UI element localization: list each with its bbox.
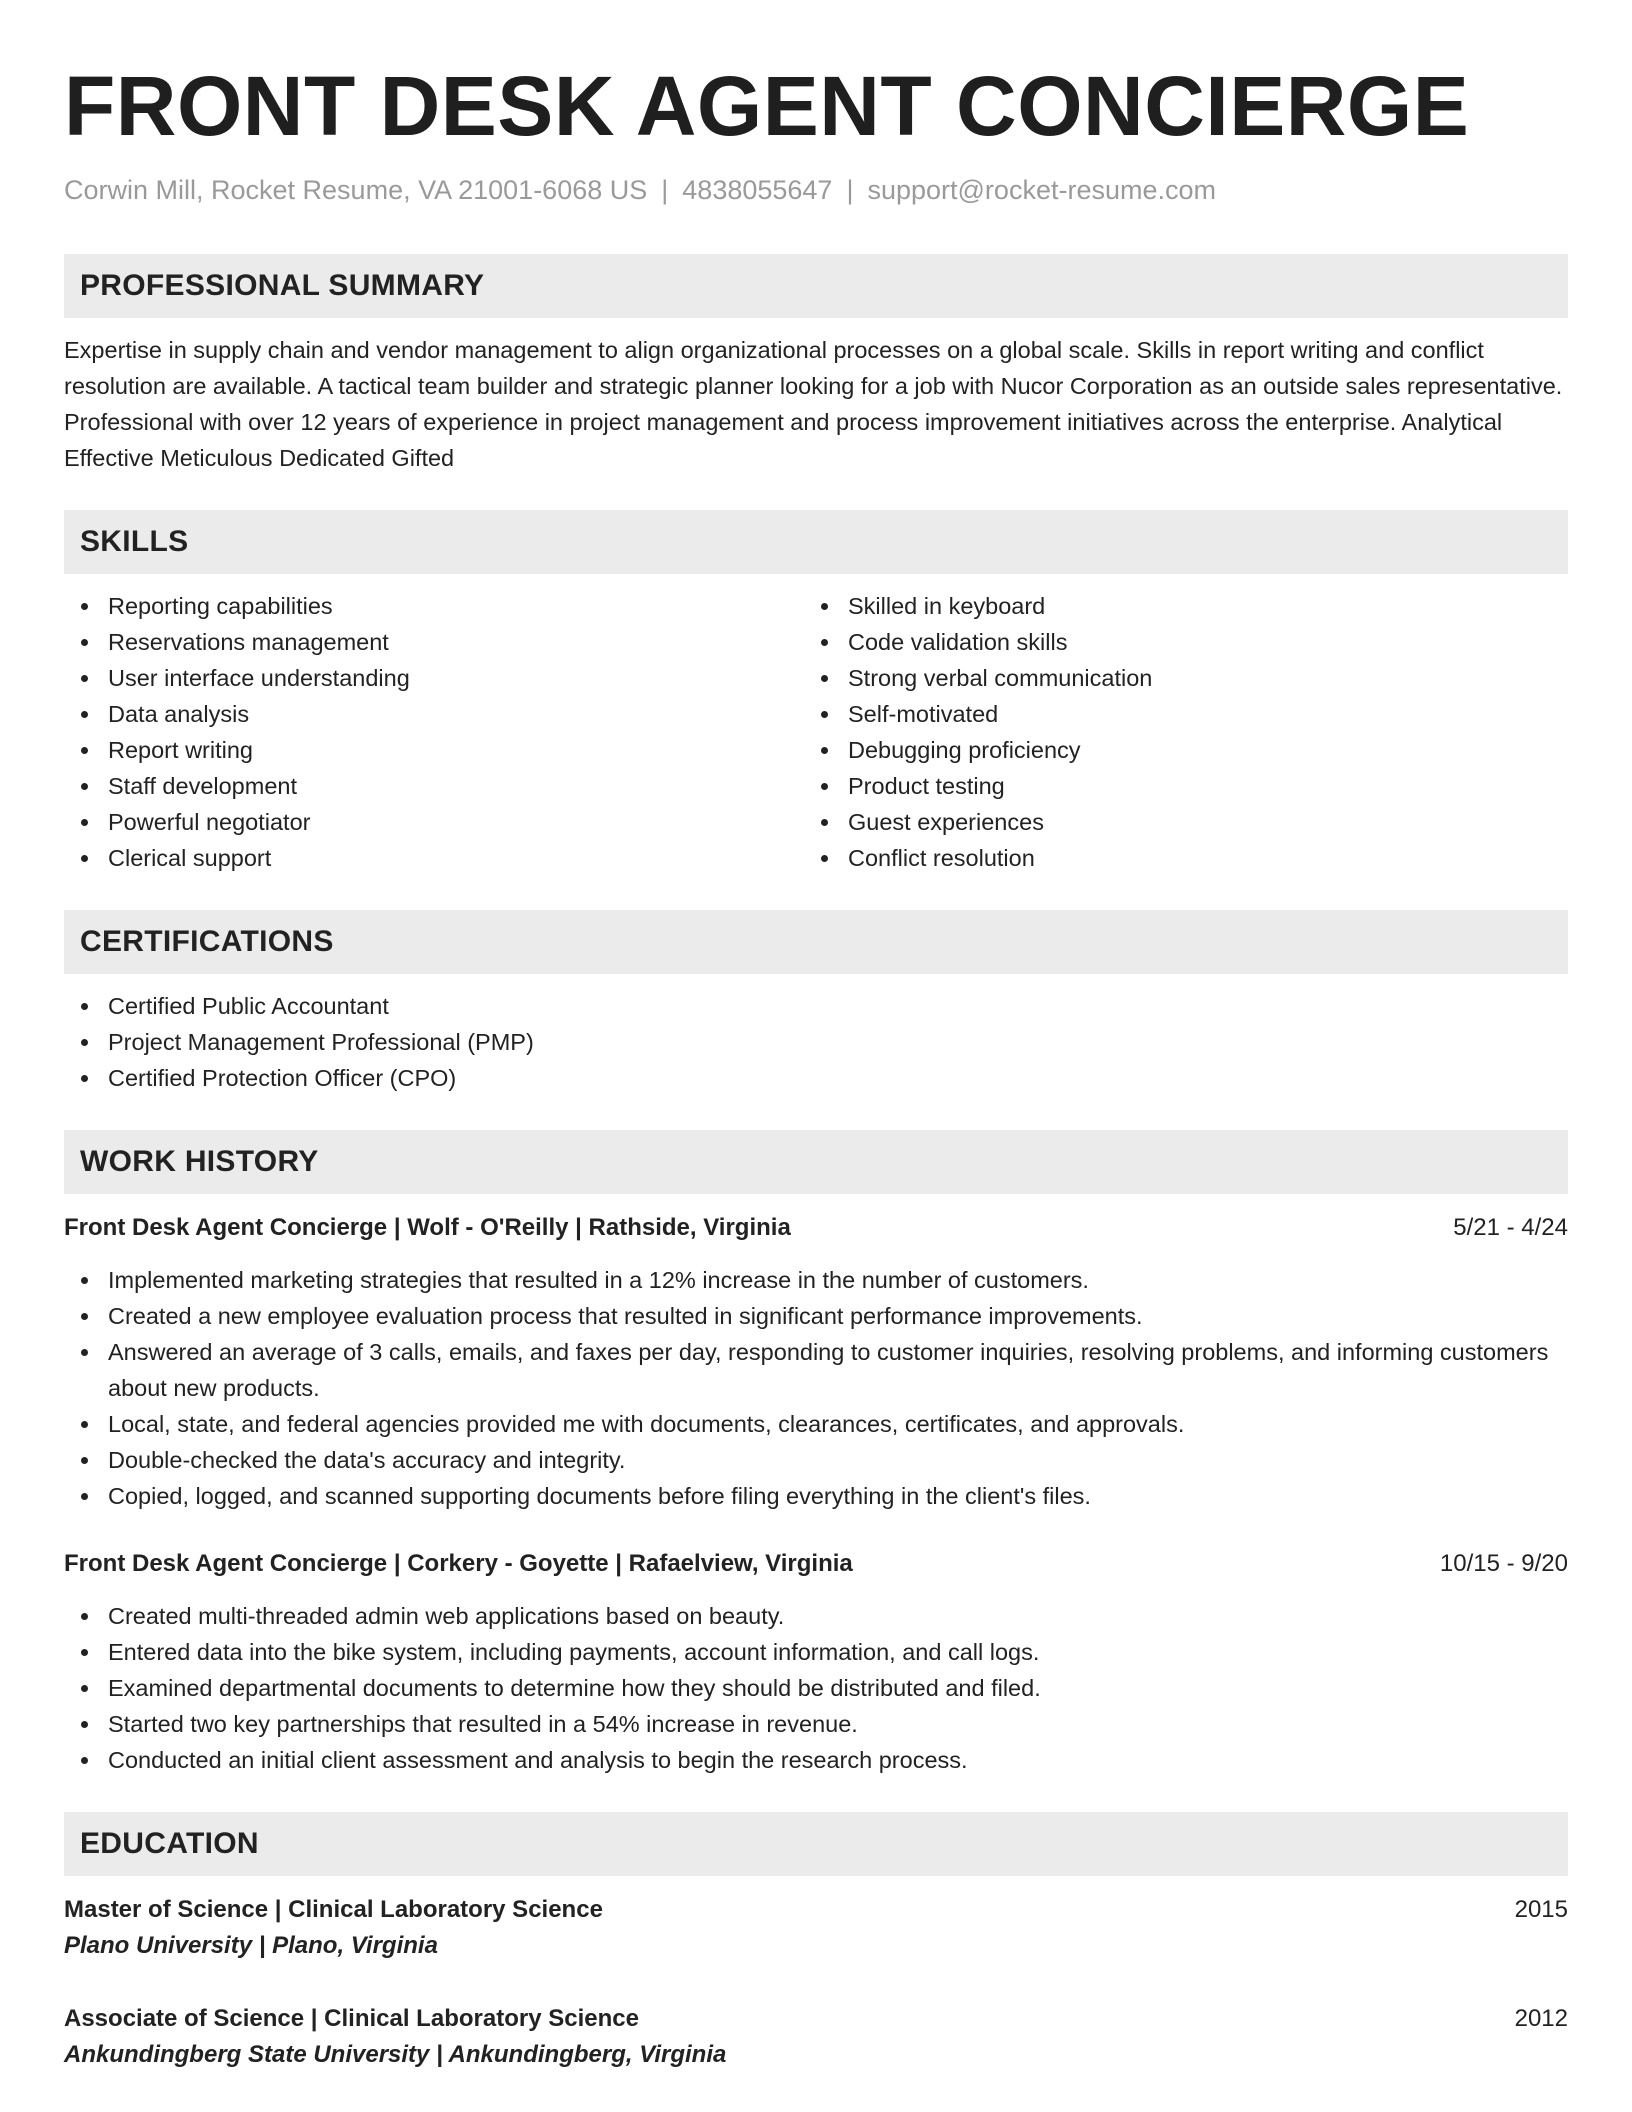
skill-item: Code validation skills: [804, 624, 1544, 660]
skill-item: Product testing: [804, 768, 1544, 804]
skills-section-header: SKILLS: [64, 510, 1568, 574]
education-header: [64, 2001, 1568, 2037]
job-bullet: Examined departmental documents to determine how they should be distributed and filed.: [64, 1670, 1568, 1706]
skill-item: Guest experiences: [804, 804, 1544, 840]
job-header: [64, 1210, 1568, 1246]
job-bullet: Double-checked the data's accuracy and integrity.: [64, 1442, 1568, 1478]
education-section-header: EDUCATION: [64, 1812, 1568, 1876]
certification-item: Certified Public Accountant: [64, 988, 1568, 1024]
skills-list: [64, 588, 1568, 876]
job-bullet: Local, state, and federal agencies provided me with documents, clearances, certificates, and approvals.: [64, 1406, 1568, 1442]
skill-item: Clerical support: [64, 840, 804, 876]
job-header: [64, 1546, 1568, 1582]
education-year: 2015: [1514, 1896, 1568, 1923]
education-degree: Associate of Science | Clinical Laboratory Science: [64, 2005, 639, 2032]
education-entry: [64, 2001, 1568, 2073]
job-bullet: Conducted an initial client assessment and analysis to begin the research process.: [64, 1742, 1568, 1778]
skill-item: Skilled in keyboard: [804, 588, 1544, 624]
contact-line: [64, 172, 1568, 208]
education-entry: [64, 1892, 1568, 1964]
skill-item: Self-motivated: [804, 696, 1544, 732]
education-header: [64, 1892, 1568, 1928]
education-school: Ankundingberg State University | Ankundingberg, Virginia: [64, 2041, 727, 2068]
contact-phone: 4838055647: [682, 175, 833, 205]
summary-section-header: PROFESSIONAL SUMMARY: [64, 254, 1568, 318]
job-bullet: Entered data into the bike system, including payments, account information, and call logs.: [64, 1634, 1568, 1670]
certifications-list: [64, 988, 1568, 1096]
job-bullet: Created a new employee evaluation process that resulted in significant performance improvements.: [64, 1298, 1568, 1334]
skill-item: Report writing: [64, 732, 804, 768]
skill-item: Strong verbal communication: [804, 660, 1544, 696]
job-bullet: Implemented marketing strategies that resulted in a 12% increase in the number of customers.: [64, 1262, 1568, 1298]
contact-separator: |: [661, 175, 669, 205]
skill-item: Staff development: [64, 768, 804, 804]
job-title: Front Desk Agent Concierge | Corkery - Goyette | Rafaelview, Virginia: [64, 1550, 853, 1577]
skills-column-right: [804, 588, 1544, 876]
certifications-section-header: CERTIFICATIONS: [64, 910, 1568, 974]
education-school: Plano University | Plano, Virginia: [64, 1932, 438, 1959]
skill-item: Powerful negotiator: [64, 804, 804, 840]
skill-item: Reporting capabilities: [64, 588, 804, 624]
skill-item: User interface understanding: [64, 660, 804, 696]
job-bullet: Started two key partnerships that resulted in a 54% increase in revenue.: [64, 1706, 1568, 1742]
work-history-section-header: WORK HISTORY: [64, 1130, 1568, 1194]
skill-item: Reservations management: [64, 624, 804, 660]
skills-column-left: [64, 588, 804, 876]
job-dates: 5/21 - 4/24: [1453, 1214, 1568, 1241]
job-bullet: Answered an average of 3 calls, emails, and faxes per day, responding to customer inquiries, resolving problems, and informing customers about new products.: [64, 1334, 1568, 1406]
skill-item: Data analysis: [64, 696, 804, 732]
job-bullet: Copied, logged, and scanned supporting documents before filing everything in the client's files.: [64, 1478, 1568, 1514]
certification-item: Project Management Professional (PMP): [64, 1024, 1568, 1060]
contact-address: Corwin Mill, Rocket Resume, VA 21001-6068 US: [64, 175, 648, 205]
contact-separator: |: [846, 175, 854, 205]
job-dates: 10/15 - 9/20: [1439, 1550, 1568, 1577]
job-bullets: [64, 1262, 1568, 1514]
skill-item: Conflict resolution: [804, 840, 1544, 876]
job-bullet: Created multi-threaded admin web applications based on beauty.: [64, 1598, 1568, 1634]
candidate-name: FRONT DESK AGENT CONCIERGE: [64, 59, 1470, 153]
skill-item: Debugging proficiency: [804, 732, 1544, 768]
job-entry: [64, 1546, 1568, 1778]
summary-text: Expertise in supply chain and vendor management to align organizational processes on a global scale. Skills in report writing and conflict resolution are available. A tactical team builder and strategic planner looking for a job with Nucor Corporation as an outside sales representative. Professional with over 12 years of experience in project management and process improvement initiatives across the enterprise. Analytical Effective Meticulous Dedicated Gifted: [64, 337, 1563, 471]
education-year: 2012: [1514, 2005, 1568, 2032]
contact-email[interactable]: support@rocket-resume.com: [867, 175, 1216, 205]
education-degree: Master of Science | Clinical Laboratory Science: [64, 1896, 603, 1923]
job-bullets: [64, 1598, 1568, 1778]
certification-item: Certified Protection Officer (CPO): [64, 1060, 1568, 1096]
job-entry: [64, 1210, 1568, 1514]
job-title: Front Desk Agent Concierge | Wolf - O'Reilly | Rathside, Virginia: [64, 1214, 791, 1241]
